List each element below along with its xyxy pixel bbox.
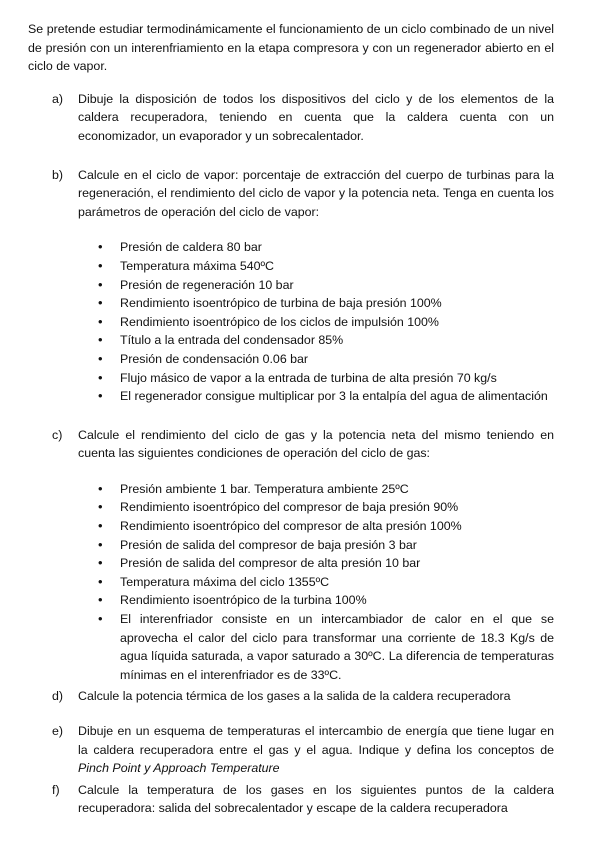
list-item: • Rendimiento isoentrópico de los ciclos de impulsión 100% (78, 313, 554, 332)
list-item: • Título a la entrada del condensador 85% (78, 331, 554, 350)
question-d (28, 687, 554, 706)
question-text-italic: Pinch Point y Approach Temperature (78, 761, 280, 776)
question-text: Calcule en el ciclo de vapor: porcentaje de extracción del cuerpo de turbinas para la regeneración, el rendimiento del ciclo de vapor y la potencia neta. Tenga en cuenta los parámetros de operación del ciclo de vapor: (78, 167, 554, 219)
list-item: • Presión de regeneración 10 bar (78, 276, 554, 295)
question-letter: b) (52, 167, 64, 182)
question-text: Calcule la temperatura de los gases en los siguientes puntos de la caldera recuperadora: salida del sobrecalentador y escape de la caldera recuperadora (78, 782, 554, 816)
question-letter: c) (52, 427, 63, 442)
question-c (28, 426, 554, 685)
question-letter: f) (52, 782, 60, 797)
question-text-wrap (78, 722, 554, 778)
list-item: • El regenerador consigue multiplicar por 3 la entalpía del agua de alimentación (78, 387, 554, 406)
list-item: • Temperatura máxima 540ºC (78, 257, 554, 276)
question-text: Calcule el rendimiento del ciclo de gas y la potencia neta del mismo teniendo en cuenta las siguientes condiciones de operación del ciclo de gas: (78, 427, 554, 461)
question-text: Dibuje la disposición de todos los dispositivos del ciclo y de los elementos de la caldera recuperadora, teniendo en cuenta que la caldera cuenta con un economizador, un evaporador y un sobrecalentador. (78, 91, 554, 143)
question-e (28, 722, 554, 778)
list-item: • Presión de condensación 0.06 bar (78, 350, 554, 369)
list-item: • Presión de salida del compresor de baja presión 3 bar (78, 536, 554, 555)
list-item: • Presión de salida del compresor de alta presión 10 bar (78, 554, 554, 573)
question-letter: e) (52, 724, 64, 738)
question-letter: d) (52, 689, 64, 704)
list-item: • El interenfriador consiste en un intercambiador de calor en el que se aprovecha el calor del ciclo para transformar una corriente de 18.3 Kg/s de agua líquida saturada, a vapor saturado a 30ºC. La diferencia de temperaturas mínimas en el interenfriador es de 33ºC. (78, 610, 554, 684)
steam-parameters-list (78, 238, 554, 405)
list-item: • Rendimiento isoentrópico de turbina de baja presión 100% (78, 294, 554, 313)
question-text: Dibuje en un esquema de temperaturas el intercambio de energía que tiene lugar en la caldera recuperadora entre el gas y el agua. Indique y defina los conceptos de (78, 724, 554, 757)
list-item: • Presión de caldera 80 bar (78, 238, 554, 257)
question-letter: a) (52, 91, 64, 106)
list-item: • Rendimiento isoentrópico de la turbina 100% (78, 591, 554, 610)
gas-parameters-list (78, 480, 554, 685)
list-item: • Flujo másico de vapor a la entrada de turbina de alta presión 70 kg/s (78, 369, 554, 388)
question-text: Calcule la potencia térmica de los gases a la salida de la caldera recuperadora (78, 689, 511, 704)
question-f (28, 781, 554, 818)
question-b (28, 166, 554, 406)
intro-paragraph: Se pretende estudiar termodinámicamente el funcionamiento de un ciclo combinado de un nivel de presión con un interenfriamiento en la etapa compresora y con un regenerador abierto en el ciclo de vapor. (28, 22, 554, 74)
list-item: • Rendimiento isoentrópico del compresor de baja presión 90% (78, 498, 554, 517)
list-item: • Rendimiento isoentrópico del compresor de alta presión 100% (78, 517, 554, 536)
list-item: • Presión ambiente 1 bar. Temperatura ambiente 25ºC (78, 480, 554, 499)
document-page (28, 20, 554, 818)
question-a (28, 90, 554, 146)
list-item: • Temperatura máxima del ciclo 1355ºC (78, 573, 554, 592)
